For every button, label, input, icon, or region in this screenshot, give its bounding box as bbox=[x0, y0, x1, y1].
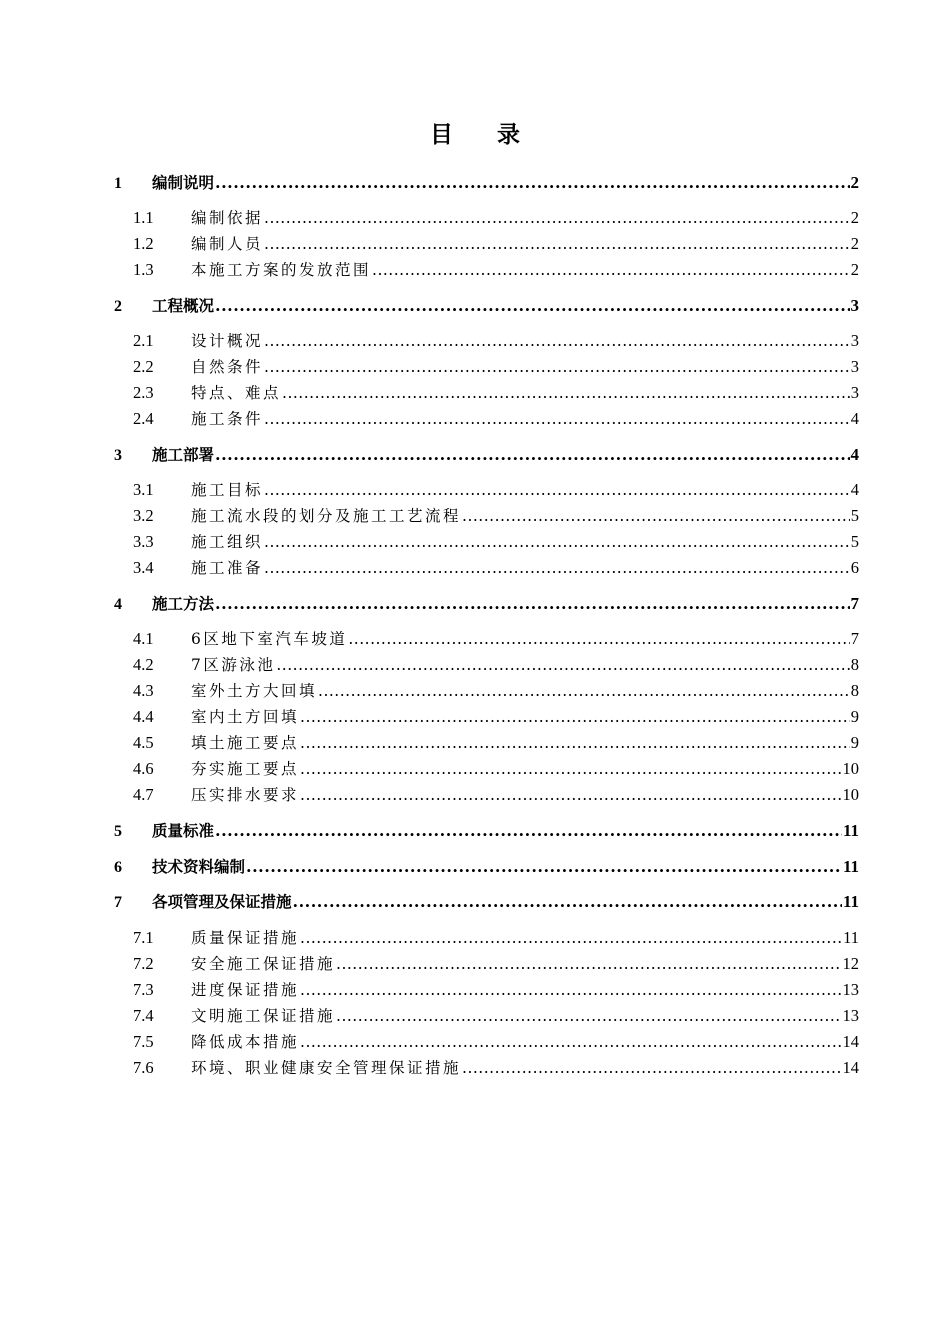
toc-entry-label: 本施工方案的发放范围 bbox=[191, 261, 372, 279]
toc-entry-page: 7 bbox=[850, 594, 859, 613]
toc-entry-number: 7.1 bbox=[133, 928, 154, 947]
toc-entry-label: 填土施工要点 bbox=[191, 734, 300, 752]
toc-dot-leader bbox=[215, 296, 849, 315]
toc-entry-number: 7.6 bbox=[133, 1058, 154, 1077]
toc-chapter-entry[interactable] bbox=[114, 294, 859, 316]
toc-entry-page: 4 bbox=[850, 445, 859, 464]
toc-entry-label: 室外土方大回填 bbox=[191, 682, 318, 700]
toc-entry-number: 3.4 bbox=[133, 558, 154, 577]
toc-section-entry[interactable] bbox=[114, 627, 859, 649]
toc-entry-number: 2.1 bbox=[133, 331, 154, 350]
toc-entry-page: 12 bbox=[842, 954, 859, 973]
toc-section-entry[interactable] bbox=[114, 329, 859, 351]
toc-entry-label: 施工条件 bbox=[191, 410, 264, 428]
toc-section-entry[interactable] bbox=[114, 1030, 859, 1052]
toc-entry-label: 编制人员 bbox=[191, 235, 264, 253]
toc-entry-page: 11 bbox=[842, 821, 859, 840]
toc-dot-leader bbox=[264, 209, 850, 227]
toc-section-entry[interactable] bbox=[114, 232, 859, 254]
toc-dot-leader bbox=[462, 1059, 841, 1077]
toc-dot-leader bbox=[215, 821, 842, 840]
toc-entry-label: 施工准备 bbox=[191, 559, 264, 577]
toc-entry-number: 7.2 bbox=[133, 954, 154, 973]
toc-entry-label: 7区游泳池 bbox=[191, 656, 276, 674]
toc-entry-page: 5 bbox=[850, 506, 859, 525]
toc-entry-page: 3 bbox=[850, 357, 859, 376]
toc-dot-leader bbox=[215, 594, 849, 613]
toc-entry-label: 夯实施工要点 bbox=[191, 760, 300, 778]
toc-entry-number: 3 bbox=[114, 447, 122, 464]
toc-dot-leader bbox=[372, 261, 850, 279]
toc-entry-number: 4.4 bbox=[133, 707, 154, 726]
toc-entry-page: 10 bbox=[842, 785, 859, 804]
toc-entry-number: 2.4 bbox=[133, 409, 154, 428]
toc-dot-leader bbox=[264, 559, 850, 577]
toc-dot-leader bbox=[264, 358, 850, 376]
toc-dot-leader bbox=[300, 929, 842, 947]
toc-entry-page: 4 bbox=[850, 480, 859, 499]
toc-section-entry[interactable] bbox=[114, 206, 859, 228]
toc-section-entry[interactable] bbox=[114, 556, 859, 578]
toc-dot-leader bbox=[300, 708, 850, 726]
toc-entry-number: 4.5 bbox=[133, 733, 154, 752]
toc-dot-leader bbox=[336, 955, 841, 973]
toc-section-entry[interactable] bbox=[114, 978, 859, 1000]
toc-entry-number: 7 bbox=[114, 894, 122, 911]
toc-entry-page: 4 bbox=[850, 409, 859, 428]
toc-dot-leader bbox=[264, 410, 850, 428]
toc-entry-number: 4.2 bbox=[133, 655, 154, 674]
toc-section-entry[interactable] bbox=[114, 355, 859, 377]
toc-entry-number: 2.3 bbox=[133, 383, 154, 402]
toc-entry-label: 文明施工保证措施 bbox=[191, 1007, 336, 1025]
toc-section-entry[interactable] bbox=[114, 926, 859, 948]
toc-dot-leader bbox=[300, 786, 841, 804]
toc-entry-number: 1.2 bbox=[133, 234, 154, 253]
toc-entry-page: 3 bbox=[850, 331, 859, 350]
toc-entry-label: 特点、难点 bbox=[191, 384, 282, 402]
toc-entry-page: 13 bbox=[842, 1006, 859, 1025]
toc-entry-label: 技术资料编制 bbox=[152, 858, 246, 876]
toc-entry-label: 环境、职业健康安全管理保证措施 bbox=[191, 1059, 462, 1077]
toc-section-entry[interactable] bbox=[114, 705, 859, 727]
toc-entry-page: 8 bbox=[850, 681, 859, 700]
toc-dot-leader bbox=[300, 734, 850, 752]
toc-entry-number: 2 bbox=[114, 298, 122, 315]
toc-chapter-entry[interactable] bbox=[114, 592, 859, 614]
toc-entry-number: 7.5 bbox=[133, 1032, 154, 1051]
toc-dot-leader bbox=[318, 682, 850, 700]
toc-dot-leader bbox=[300, 981, 841, 999]
toc-entry-number: 1.3 bbox=[133, 260, 154, 279]
page-title: 目 录 bbox=[429, 122, 538, 148]
toc-entry-label: 施工部署 bbox=[152, 446, 215, 464]
toc-dot-leader bbox=[264, 481, 850, 499]
toc-section-entry[interactable] bbox=[114, 1056, 859, 1078]
toc-entry-page: 9 bbox=[850, 733, 859, 752]
toc-entry-page: 14 bbox=[842, 1032, 859, 1051]
toc-section-entry[interactable] bbox=[114, 783, 859, 805]
toc-chapter-entry[interactable] bbox=[114, 443, 859, 465]
toc-dot-leader bbox=[348, 630, 849, 648]
toc-entry-number: 3.1 bbox=[133, 480, 154, 499]
toc-entry-number: 1.1 bbox=[133, 208, 154, 227]
toc-entry-page: 11 bbox=[842, 892, 859, 911]
toc-entry-page: 8 bbox=[850, 655, 859, 674]
toc-entry-number: 1 bbox=[114, 175, 122, 192]
toc-dot-leader bbox=[336, 1007, 841, 1025]
toc-entry-page: 14 bbox=[842, 1058, 859, 1077]
toc-entry-label: 压实排水要求 bbox=[191, 786, 300, 804]
toc-chapter-entry[interactable] bbox=[114, 855, 859, 877]
toc-section-entry[interactable] bbox=[114, 731, 859, 753]
toc-entry-page: 3 bbox=[850, 296, 859, 315]
toc-section-entry[interactable] bbox=[114, 381, 859, 403]
toc-dot-leader bbox=[264, 235, 850, 253]
toc-dot-leader bbox=[264, 533, 850, 551]
toc-dot-leader bbox=[264, 332, 850, 350]
toc-entry-label: 室内土方回填 bbox=[191, 708, 300, 726]
toc-entry-number: 7.3 bbox=[133, 980, 154, 999]
toc-entry-label: 工程概况 bbox=[152, 297, 215, 315]
toc-section-entry[interactable] bbox=[114, 952, 859, 974]
toc-entry-number: 4.6 bbox=[133, 759, 154, 778]
toc-entry-label: 编制依据 bbox=[191, 209, 264, 227]
toc-entry-page: 13 bbox=[842, 980, 859, 999]
toc-entry-label: 设计概况 bbox=[191, 332, 264, 350]
toc-dot-leader bbox=[293, 892, 842, 911]
toc-dot-leader bbox=[246, 857, 842, 876]
toc-entry-page: 10 bbox=[842, 759, 859, 778]
toc-entry-label: 6区地下室汽车坡道 bbox=[191, 630, 348, 648]
toc-entry-label: 施工目标 bbox=[191, 481, 264, 499]
toc-entry-number: 3.2 bbox=[133, 506, 154, 525]
toc-entry-page: 2 bbox=[850, 260, 859, 279]
toc-section-entry[interactable] bbox=[114, 258, 859, 280]
toc-entry-page: 2 bbox=[850, 234, 859, 253]
toc-section-entry[interactable] bbox=[114, 478, 859, 500]
toc-entry-label: 进度保证措施 bbox=[191, 981, 300, 999]
toc-entry-label: 安全施工保证措施 bbox=[191, 955, 336, 973]
toc-entry-label: 降低成本措施 bbox=[191, 1033, 300, 1051]
toc-section-entry[interactable] bbox=[114, 504, 859, 526]
toc-entry-label: 编制说明 bbox=[152, 174, 215, 192]
toc-entry-number: 6 bbox=[114, 859, 122, 876]
toc-entry-page: 3 bbox=[850, 383, 859, 402]
toc-entry-page: 6 bbox=[850, 558, 859, 577]
toc-entry-number: 4.7 bbox=[133, 785, 154, 804]
toc-section-entry[interactable] bbox=[114, 679, 859, 701]
toc-entry-number: 7.4 bbox=[133, 1006, 154, 1025]
toc-entry-page: 11 bbox=[842, 857, 859, 876]
toc-entry-number: 4.1 bbox=[133, 629, 154, 648]
toc-entry-number: 4.3 bbox=[133, 681, 154, 700]
toc-dot-leader bbox=[215, 445, 849, 464]
toc-entry-label: 施工流水段的划分及施工工艺流程 bbox=[191, 507, 462, 525]
toc-chapter-entry[interactable] bbox=[114, 890, 859, 912]
toc-dot-leader bbox=[282, 384, 850, 402]
toc-dot-leader bbox=[276, 656, 849, 674]
toc-entry-label: 施工方法 bbox=[152, 595, 215, 613]
toc-entry-page: 5 bbox=[850, 532, 859, 551]
toc-section-entry[interactable] bbox=[114, 757, 859, 779]
toc-entry-label: 各项管理及保证措施 bbox=[152, 893, 292, 911]
toc-dot-leader bbox=[300, 760, 841, 778]
toc-entry-number: 5 bbox=[114, 823, 122, 840]
toc-section-entry[interactable] bbox=[114, 530, 859, 552]
toc-section-entry[interactable] bbox=[114, 407, 859, 429]
toc-entry-page: 2 bbox=[850, 208, 859, 227]
toc-entry-page: 9 bbox=[850, 707, 859, 726]
toc-entry-label: 施工组织 bbox=[191, 533, 264, 551]
toc-chapter-entry[interactable] bbox=[114, 819, 859, 841]
toc-entry-number: 3.3 bbox=[133, 532, 154, 551]
toc-section-entry[interactable] bbox=[114, 1004, 859, 1026]
toc-entry-page: 2 bbox=[850, 173, 859, 192]
toc-entry-page: 11 bbox=[843, 928, 859, 947]
toc-entry-number: 2.2 bbox=[133, 357, 154, 376]
toc-entry-label: 自然条件 bbox=[191, 358, 264, 376]
toc-dot-leader bbox=[215, 173, 849, 192]
toc-entry-page: 7 bbox=[850, 629, 859, 648]
toc-entry-number: 4 bbox=[114, 596, 122, 613]
toc-chapter-entry[interactable] bbox=[114, 171, 859, 193]
toc-dot-leader bbox=[462, 507, 850, 525]
toc-entry-label: 质量保证措施 bbox=[191, 929, 300, 947]
toc-entry-label: 质量标准 bbox=[152, 822, 215, 840]
toc-section-entry[interactable] bbox=[114, 653, 859, 675]
toc-dot-leader bbox=[300, 1033, 841, 1051]
